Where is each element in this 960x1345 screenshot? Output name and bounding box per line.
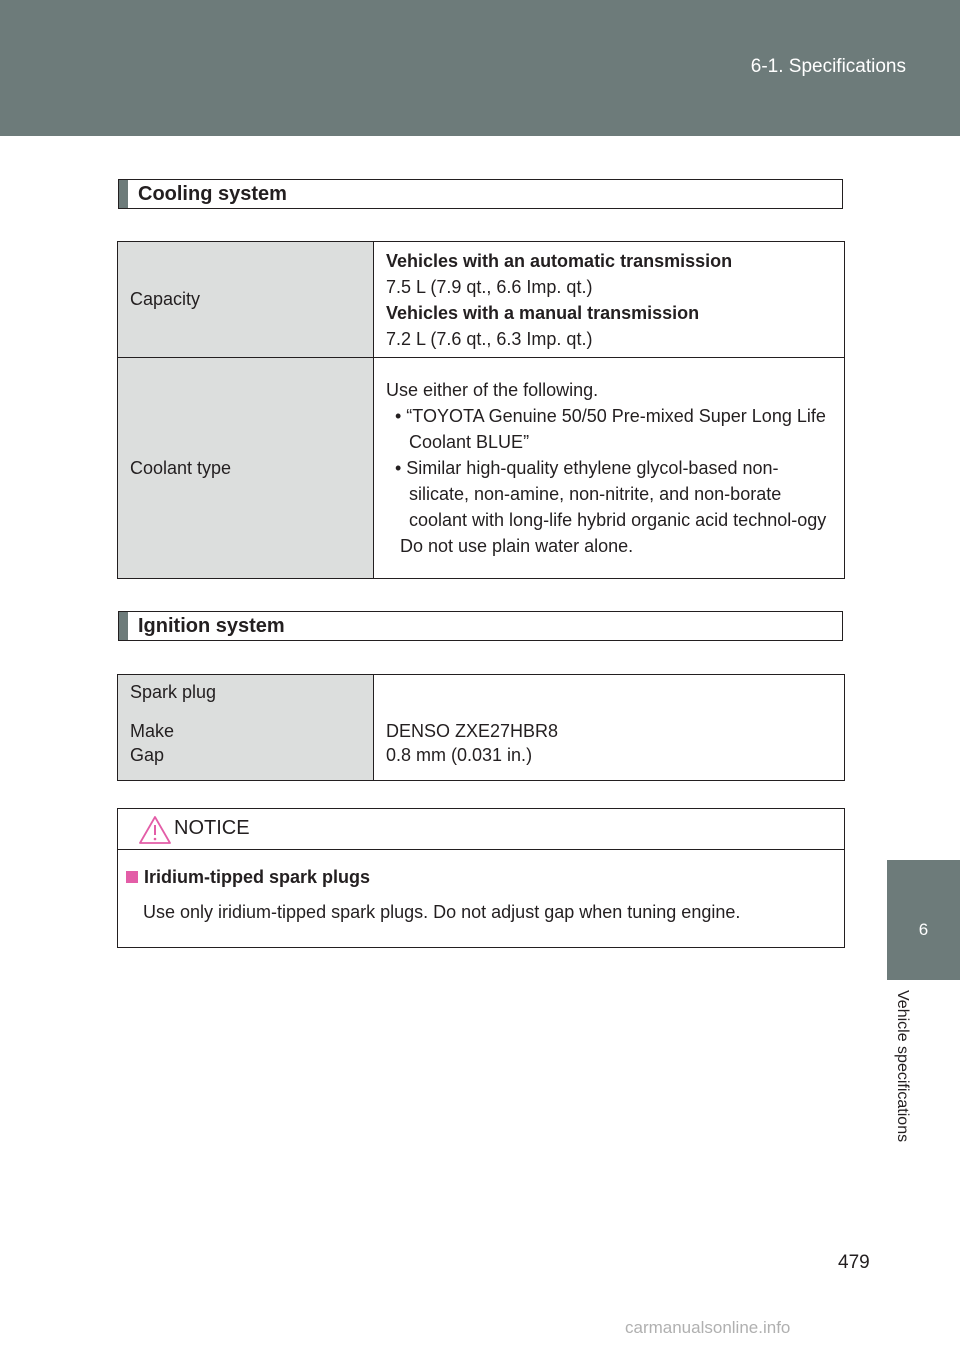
gap-value: 0.8 mm (0.031 in.) bbox=[386, 745, 533, 765]
cooling-system-table bbox=[117, 241, 845, 579]
coolant-bullet-2: • Similar high-quality ethylene glycol-based non-silicate, non-amine, non-nitrite, and non-borate coolant with long-life hybrid organic acid technol-ogy bbox=[395, 458, 827, 530]
capacity-auto-heading: Vehicles with an automatic transmission bbox=[386, 250, 733, 271]
notice-item-heading bbox=[126, 867, 370, 888]
ignition-system-heading bbox=[118, 611, 843, 641]
coolant-type-label: Coolant type bbox=[118, 358, 374, 579]
capacity-manual-value: 7.2 L (7.6 qt., 6.3 Imp. qt.) bbox=[386, 328, 593, 349]
watermark: carmanualsonline.info bbox=[625, 1318, 791, 1337]
gap-label: Gap bbox=[130, 745, 165, 765]
coolant-note: Do not use plain water alone. bbox=[400, 536, 634, 556]
spark-plug-values bbox=[374, 675, 845, 781]
coolant-intro: Use either of the following. bbox=[386, 380, 599, 400]
coolant-type-value bbox=[374, 358, 845, 579]
table-row bbox=[118, 675, 845, 781]
cooling-system-title: Cooling system bbox=[138, 183, 287, 205]
coolant-bullet-1: • “TOYOTA Genuine 50/50 Pre-mixed Super Long Life Coolant BLUE” bbox=[395, 406, 826, 452]
notice-title: NOTICE bbox=[174, 817, 250, 839]
ignition-system-title: Ignition system bbox=[138, 615, 285, 637]
notice-item-text: Use only iridium-tipped spark plugs. Do not adjust gap when tuning engine. bbox=[143, 902, 741, 922]
spark-plug-label: Spark plug bbox=[130, 682, 217, 702]
table-row bbox=[118, 242, 845, 358]
square-bullet-icon bbox=[126, 871, 138, 883]
make-value: DENSO ZXE27HBR8 bbox=[386, 721, 559, 741]
notice-header bbox=[118, 809, 844, 850]
chapter-label-text: Vehicle specifications bbox=[894, 990, 911, 1143]
notice-item-title: Iridium-tipped spark plugs bbox=[144, 867, 371, 887]
heading-accent bbox=[119, 180, 128, 208]
capacity-manual-heading: Vehicles with a manual transmission bbox=[386, 302, 700, 323]
notice-box bbox=[117, 808, 845, 948]
page-header bbox=[0, 0, 960, 136]
chapter-label bbox=[894, 990, 936, 1210]
chapter-tab[interactable] bbox=[887, 860, 960, 980]
warning-triangle-icon bbox=[138, 815, 172, 845]
capacity-value bbox=[374, 242, 845, 358]
capacity-auto-value: 7.5 L (7.9 qt., 6.6 Imp. qt.) bbox=[386, 276, 593, 297]
heading-accent bbox=[119, 612, 128, 640]
ignition-system-table bbox=[117, 674, 845, 781]
capacity-label: Capacity bbox=[118, 242, 374, 358]
page-number: 479 bbox=[838, 1252, 870, 1273]
spark-plug-labels bbox=[118, 675, 374, 781]
section-title: 6-1. Specifications bbox=[750, 56, 906, 77]
chapter-number: 6 bbox=[918, 920, 929, 939]
table-row bbox=[118, 358, 845, 579]
cooling-system-heading bbox=[118, 179, 843, 209]
make-label: Make bbox=[130, 721, 175, 741]
